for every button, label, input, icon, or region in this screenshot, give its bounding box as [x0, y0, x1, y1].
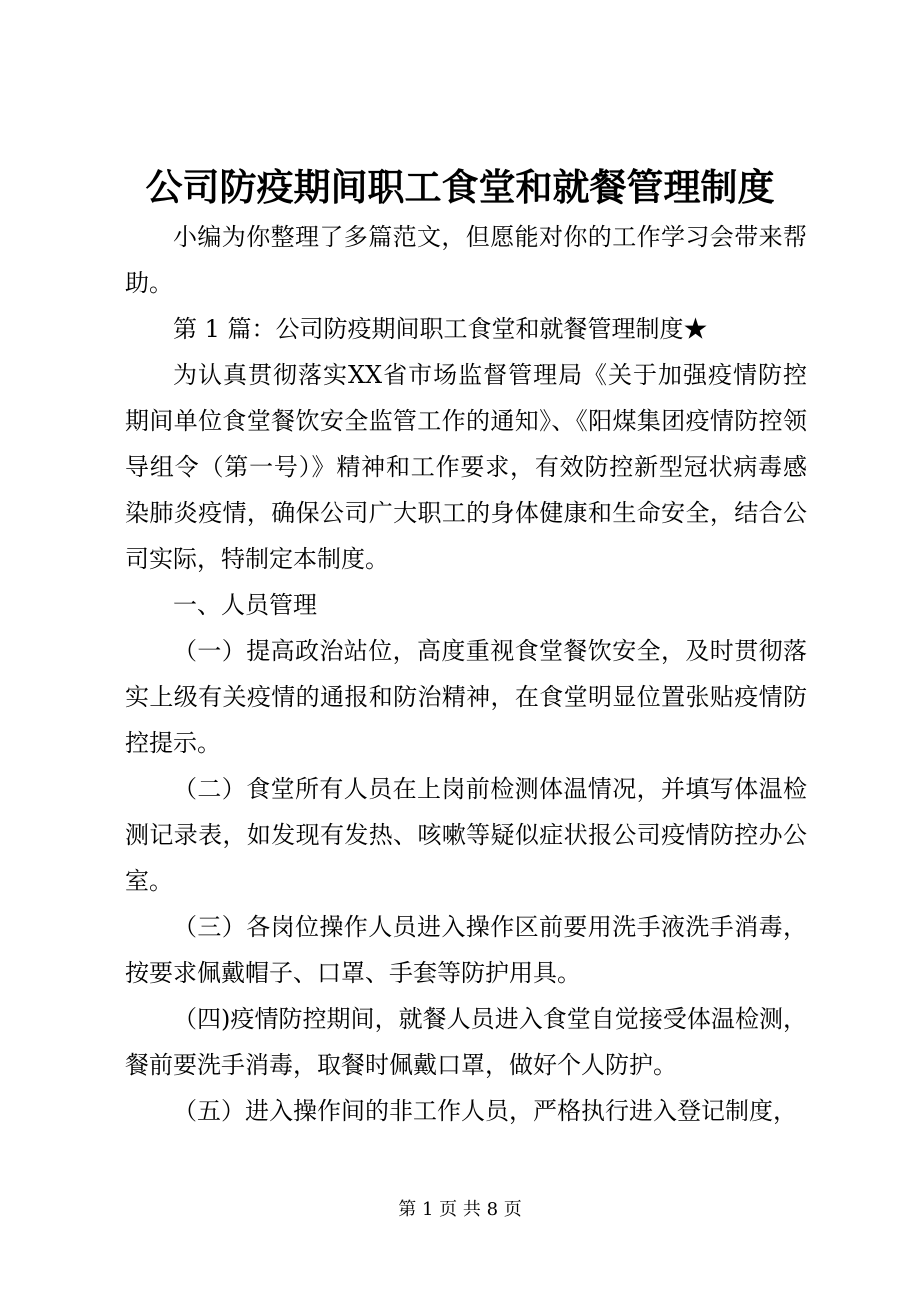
clause-4: （四)疫情防控期间，就餐人员进入食堂自觉接受体温检测，餐前要洗手消毒，取餐时佩戴口罩，做好个人防护。 — [125, 1005, 807, 1079]
clause-2: （二）食堂所有人员在上岗前检测体温情况，并填写体温检测记录表，如发现有发热、咳嗽等疑似症状报公司疫情防控办公室。 — [125, 775, 807, 895]
clause-3: （三）各岗位操作人员进入操作区前要用洗手液洗手消毒，按要求佩戴帽子、口罩、手套等防护用具。 — [125, 913, 807, 987]
clause-1: （一）提高政治站位，高度重视食堂餐饮安全，及时贯彻落实上级有关疫情的通报和防治精神，在食堂明显位置张贴疫情防控提示。 — [125, 637, 807, 757]
section-heading-personnel: 一、人员管理 — [173, 591, 317, 619]
intro-paragraph: 小编为你整理了多篇范文，但愿能对你的工作学习会带来帮助。 — [125, 223, 807, 297]
document-body — [125, 214, 807, 1134]
document-title: 公司防疫期间职工食堂和就餐管理制度 — [145, 165, 775, 209]
article-heading: 第 1 篇：公司防疫期间职工食堂和就餐管理制度★ — [173, 315, 708, 343]
page-footer: 第 1 页 共 8 页 — [398, 1199, 522, 1220]
clause-5: （五）进入操作间的非工作人员，严格执行进入登记制度， — [173, 1097, 797, 1125]
preamble-paragraph: 为认真贯彻落实XX省市场监督管理局《关于加强疫情防控期间单位食堂餐饮安全监管工作的通知》、《阳煤集团疫情防控领导组令（第一号）》精神和工作要求，有效防控新型冠状病毒感染肺炎疫情，确保公司广大职工的身体健康和生命安全，结合公司实际，特制定本制度。 — [125, 361, 807, 573]
